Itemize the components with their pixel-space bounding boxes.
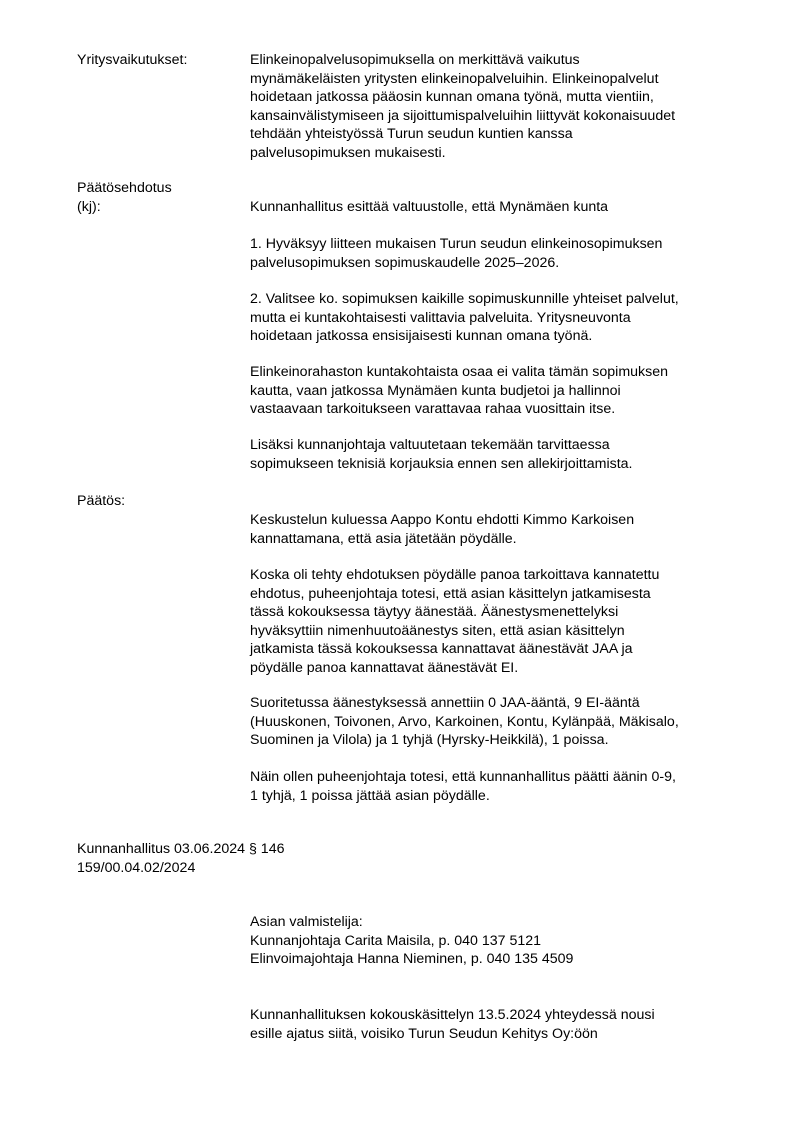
text-line: Asian valmistelija: — [250, 914, 363, 930]
paatosehdotus-paragraph-3 — [250, 363, 770, 419]
text-line: hyväksyttiin nimenhuutoäänestys siten, että asian käsittelyn — [250, 622, 625, 639]
paatos-paragraph-2 — [250, 566, 770, 677]
text-line: Kunnanjohtaja Carita Maisila, p. 040 137 5121 — [250, 932, 542, 949]
paatosehdotus-point-2 — [250, 290, 770, 346]
paatosehdotus-point-1 — [250, 235, 770, 272]
meeting-discussion-paragraph — [250, 1006, 770, 1043]
text-line: Elinvoimajohtaja Hanna Nieminen, p. 040 135 4509 — [250, 951, 574, 967]
text-line: kannattamana, että asia jätetään pöydälle. — [250, 530, 517, 547]
preparer-block — [250, 913, 770, 969]
text-line: ehdotus, puheenjohtaja totesi, että asian käsittelyn jatkamisesta — [250, 585, 651, 602]
text-line: mutta ei kuntakohtaisesti valittavia palveluita. Yritysneuvonta — [250, 309, 631, 326]
text-line: sopimukseen teknisiä korjauksia ennen sen allekirjoittamista. — [250, 455, 633, 472]
text-line: 1 tyhjä, 1 poissa jättää asian pöydälle. — [250, 787, 490, 804]
label-paatosehdotus-line1: Päätösehdotus — [77, 180, 172, 196]
paatos-paragraph-1 — [250, 511, 770, 548]
text-line: tässä kokouksessa täytyy äänestää. Äänestysmenettelyksi — [250, 604, 619, 620]
text-line: Elinkeinopalvelusopimuksella on merkittävä vaikutus — [250, 52, 580, 68]
text-line: Kunnanhallituksen kokouskäsittelyn 13.5.2024 yhteydessä nousi — [250, 1007, 655, 1023]
meeting-reference-line2: 159/00.04.02/2024 — [77, 859, 196, 876]
paatos-paragraph-4 — [250, 768, 770, 805]
paatosehdotus-intro: Kunnanhallitus esittää valtuustolle, että Mynämäen kunta — [250, 199, 609, 215]
meeting-reference-line1: Kunnanhallitus 03.06.2024 § 146 — [77, 841, 285, 857]
text-line: Lisäksi kunnanjohtaja valtuutetaan tekemään tarvittaessa — [250, 437, 610, 453]
paatosehdotus-paragraph-4 — [250, 436, 770, 473]
text-line: mynämäkeläisten yritysten elinkeinopalveluihin. Elinkeinopalvelut — [250, 70, 659, 87]
label-paatosehdotus-line2: (kj): — [77, 198, 101, 215]
paatos-paragraph-3 — [250, 694, 770, 750]
text-line: jatkamista tässä kokouksessa kannattavat äänestävät JAA ja — [250, 641, 633, 657]
text-line: hoidetaan jatkossa pääosin kunnan omana työnä, mutta vientiin, — [250, 89, 654, 105]
label-yritysvaikutukset: Yritysvaikutukset: — [77, 52, 188, 68]
text-line: esille ajatus siitä, voisiko Turun Seudun Kehitys Oy:öön — [250, 1025, 598, 1042]
text-line: kautta, vaan jatkossa Mynämäen kunta budjetoi ja hallinnoi — [250, 382, 621, 399]
text-line: Keskustelun kuluessa Aappo Kontu ehdotti Kimmo Karkoisen — [250, 512, 635, 528]
text-line: Suominen ja Vilola) ja 1 tyhjä (Hyrsky-Heikkilä), 1 poissa. — [250, 732, 609, 748]
text-line: 2. Valitsee ko. sopimuksen kaikille sopimuskunnille yhteiset palvelut, — [250, 291, 679, 307]
label-paatos: Päätös: — [77, 493, 126, 509]
meeting-reference — [77, 840, 477, 877]
yritysvaikutukset-text — [250, 51, 770, 162]
text-line: (Huuskonen, Toivonen, Arvo, Karkoinen, Kontu, Kylänpää, Mäkisalo, — [250, 713, 679, 730]
text-line: 1. Hyväksyy liitteen mukaisen Turun seudun elinkeinosopimuksen — [250, 236, 663, 252]
text-line: palvelusopimuksen mukaisesti. — [250, 144, 446, 161]
text-line: vastaavaan tarkoitukseen varattavaa rahaa vuosittain itse. — [250, 401, 616, 417]
text-line: pöydälle panoa kannattavat äänestävät EI. — [250, 659, 519, 676]
text-line: Koska oli tehty ehdotuksen pöydälle panoa tarkoittava kannatettu — [250, 567, 660, 583]
text-line: hoidetaan jatkossa ensisijaisesti kunnan omana työnä. — [250, 328, 593, 344]
label-paatosehdotus — [77, 179, 247, 216]
text-line: Näin ollen puheenjohtaja totesi, että kunnanhallitus päätti äänin 0-9, — [250, 769, 676, 785]
text-line: tehdään yhteistyössä Turun seudun kuntien kanssa — [250, 126, 573, 142]
text-line: Suoritetussa äänestyksessä annettiin 0 JAA-ääntä, 9 EI-ääntä — [250, 695, 640, 711]
text-line: Elinkeinorahaston kuntakohtaista osaa ei valita tämän sopimuksen — [250, 364, 668, 380]
text-line: palvelusopimuksen sopimuskaudelle 2025–2026. — [250, 254, 560, 271]
text-line: kansainvälistymiseen ja sijoittumispalveluihin liittyvät kokonaisuudet — [250, 107, 676, 124]
